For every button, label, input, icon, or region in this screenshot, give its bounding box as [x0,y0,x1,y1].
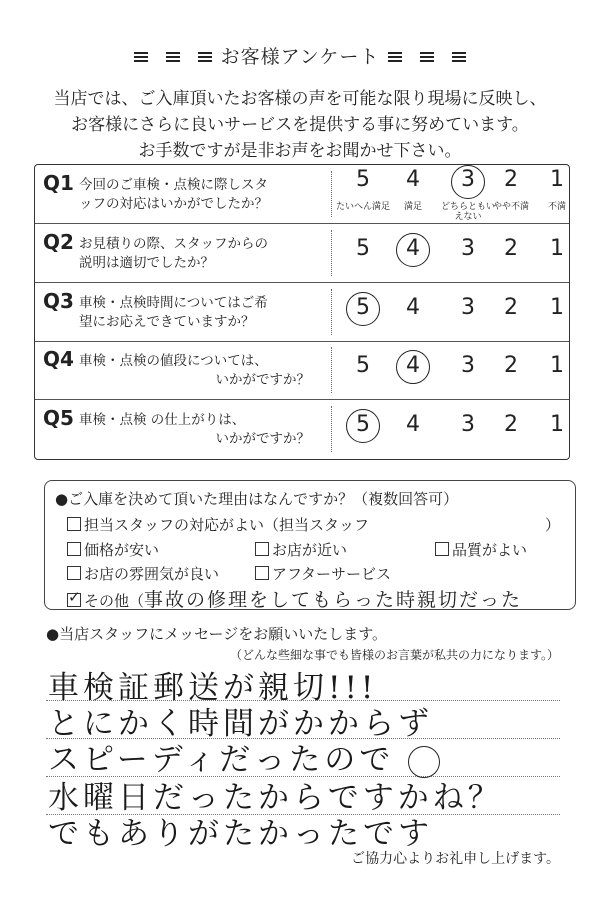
question-text [79,235,324,273]
question-number: Q1 [43,171,74,195]
score-option-5[interactable]: 5 [356,412,370,438]
reason-quality[interactable] [435,539,527,560]
score-option-5[interactable]: 5 [356,353,370,379]
question-table [34,164,570,460]
score-option-3[interactable]: 3 [461,412,475,438]
reason-after[interactable] [255,563,391,584]
checkbox-near[interactable] [255,542,269,556]
question-text [79,352,324,390]
selected-circle-mark [396,350,430,384]
score-option-2[interactable]: 2 [504,235,518,261]
score-option-3[interactable]: 3 [461,353,475,379]
question-row [35,224,569,283]
score-option-2[interactable]: 2 [504,167,518,192]
reason-other[interactable] [67,585,522,612]
question-row [35,165,569,224]
checkbox-other[interactable] [67,588,81,607]
intro-line: お手数ですが是非お声をお聞かせ下さい。 [138,141,462,161]
score-option-4[interactable]: 4 [406,167,420,192]
intro-line: お客様にさらに良いサービスを提供する事に努めています。 [71,115,529,135]
selected-circle-mark [346,409,380,443]
score-option-1[interactable]: 1 [550,412,564,438]
question-row [35,341,569,400]
question-divider [331,347,332,393]
checkbox-price[interactable] [67,542,81,556]
title-deco-right-3 [452,52,466,64]
question-number: Q3 [43,288,74,313]
question-divider [331,171,332,217]
score-option-2[interactable]: 2 [504,353,518,379]
question-text-line: ッフの対応はいかがでしたか？ [79,196,268,212]
score-option-2[interactable]: 2 [504,294,518,320]
score-option-3[interactable]: 3 [461,167,475,192]
score-option-1[interactable]: 1 [550,235,564,261]
question-text-line: お見積りの際、スタッフからの [79,235,268,252]
message-line: 車検証郵送が親切!!! [48,670,378,706]
score-option-3[interactable]: 3 [461,235,475,261]
checkbox-after[interactable] [255,566,269,580]
score-label-5: たいへん満足 [335,202,390,212]
score-option-1[interactable]: 1 [550,353,564,379]
reason-atmosphere-label: お店の雰囲気が良い [84,565,220,583]
question-number: Q2 [43,229,74,254]
message-line: でもありがたかったです [48,816,433,852]
checkbox-staff[interactable] [67,517,81,531]
reasons-heading: ●ご入庫を決めて頂いた理由はなんですか？（複数回答可） [55,490,459,508]
reason-atmosphere[interactable] [67,563,219,584]
score-option-4[interactable]: 4 [406,294,420,320]
reason-other-label: その他（ [84,592,145,610]
question-row [35,283,569,342]
score-option-4[interactable]: 4 [406,412,420,438]
question-text-line: 車検・点検の値段については、 [79,353,268,370]
reason-staff-label: 担当スタッフの対応がよい（担当スタッフ [84,516,370,534]
reason-price[interactable] [67,539,159,560]
title-text: お客様アンケート [220,46,380,68]
reason-near[interactable] [255,539,347,560]
reasons-box [44,480,576,610]
question-divider [331,406,332,452]
reason-staff[interactable] [67,514,369,535]
question-divider [331,230,332,276]
reason-after-label: アフターサービス [272,565,391,583]
score-label-3: どちらともいえない [440,202,495,222]
score-label-1: 不満 [547,202,566,212]
reason-price-label: 価格が安い [84,541,160,559]
score-option-3[interactable]: 3 [461,294,475,320]
reason-quality-label: 品質がよい [452,541,528,559]
reason-near-label: お店が近い [272,541,348,559]
check-mark-icon: ✓ [68,588,81,606]
checkbox-atmosphere[interactable] [67,566,81,580]
message-line: とにかく時間がかからず [48,706,433,742]
question-text-line: 車検・点検時間についてはご希 [79,294,268,311]
intro-line: 当店では、ご入庫頂いたお客様の声を可能な限り現場に反映し、 [53,89,547,109]
question-text-line: いかがですか？ [215,431,310,448]
title-deco-left-2 [166,52,180,64]
question-text-line: いかがですか？ [215,372,310,389]
message-heading: ●当店スタッフにメッセージをお願いいたします。 [46,625,387,643]
question-text-line: 車検・点検 の仕上がりは、 [79,412,246,429]
question-text-line: 今回のご車検・点検に際しスタ [79,177,268,193]
question-text [79,176,324,214]
selected-circle-mark [451,165,485,199]
title-deco-left-1 [134,52,148,64]
selected-circle-mark [396,233,430,267]
message-line-text: スピーディだったので [48,742,395,778]
selected-circle-mark [346,292,380,326]
title-deco-right-1 [388,52,402,64]
score-option-1[interactable]: 1 [550,167,564,192]
score-option-1[interactable]: 1 [550,294,564,320]
score-option-5[interactable]: 5 [356,294,370,320]
reason-other-answer: 事故の修理をしてもらった時親切だった [144,589,523,611]
score-label-4: 満足 [403,202,422,212]
question-text [79,411,324,449]
question-number: Q5 [43,406,74,431]
question-number: Q4 [43,347,74,372]
intro-text [0,86,600,164]
thanks-text: ご協力心よりお礼申し上げます。 [351,851,560,867]
message-line: 水曜日だったからですかね？ [48,780,503,816]
message-subheading: （どんな些細な事でも皆様のお言葉が私共の力になります。） [230,648,560,662]
score-label-2: やや不満 [492,202,529,212]
question-text [79,294,324,332]
title-deco-left-3 [198,52,212,64]
question-text-line: 説明は適切でしたか？ [79,254,214,271]
score-option-4[interactable]: 4 [406,235,420,261]
score-option-4[interactable]: 4 [406,353,420,379]
question-text-line: 望にお応えできていますか？ [79,313,255,330]
question-row [35,400,569,458]
score-option-2[interactable]: 2 [504,412,518,438]
title-deco-right-2 [420,52,434,64]
checkbox-quality[interactable] [435,542,449,556]
score-option-5[interactable]: 5 [356,167,370,192]
reason-staff-close: ） [545,516,561,534]
question-divider [331,289,332,335]
survey-title [0,42,600,69]
score-option-5[interactable]: 5 [356,235,370,261]
